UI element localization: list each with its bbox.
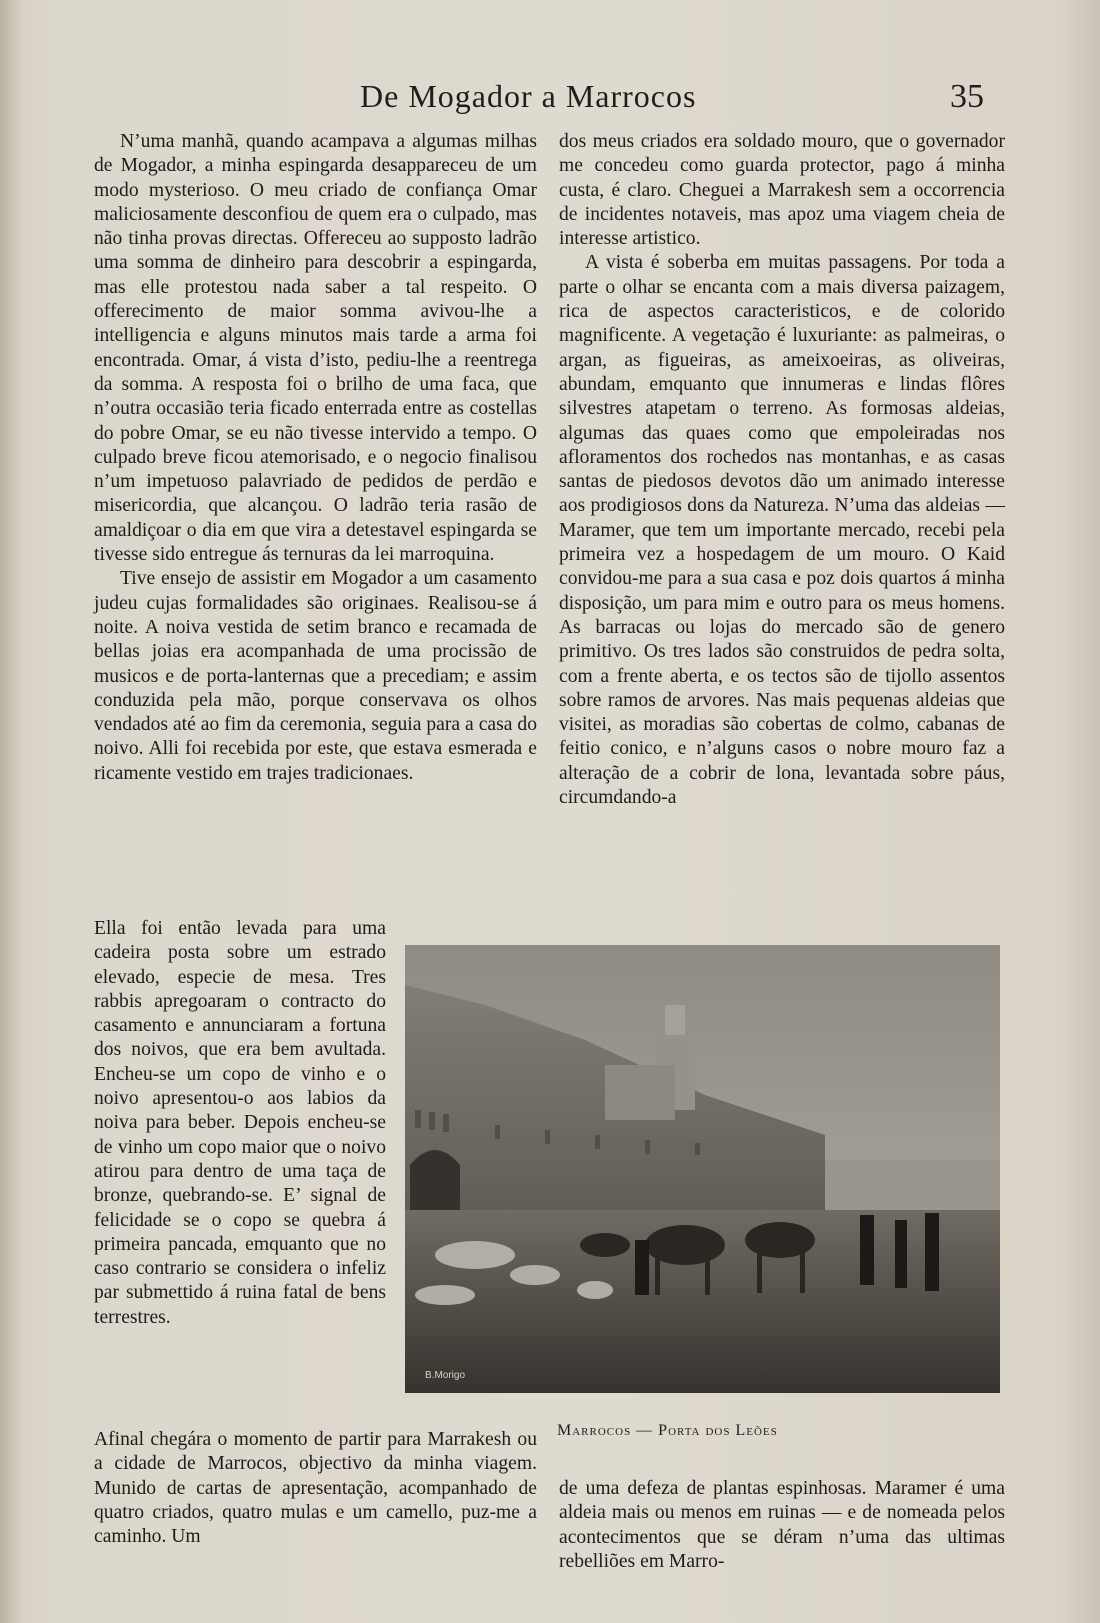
paragraph: A vista é soberba em muitas passagens. Por toda a parte o olhar se encanta com a mais diversa paizagem, rica de aspectos caracteristicos, e de colorido magnificente. A vegetação é luxuriante: as palmeiras, o argan, as figueiras, as ameixoeiras, as oliveiras, abundam, emquanto que innumeras e lindas flôres silvestres atapetam o terreno. As formosas aldeias, algumas das quaes como que empoleiradas nos afloramentos dos rochedos nas montanhas, e as casas santas de piedosos devotos dão um animado interesse aos prodigiosos dons da Natureza. N’uma das aldeias — Maramer, que tem um importante mercado, recebi pela primeira vez a hospedagem de um mouro. O Kaid convidou-me para a sua casa e poz dois quartos á minha disposição, um para mim e outro para os meus homens. As barracas ou lojas do mercado são de genero primitivo. Os tres lados são construidos de pedra solta, com a frente aberta, e os tectos são de tijollo assentos sobre ramos de arvores. Nas mais pequenas aldeias que visitei, as moradias são cobertas de colmo, cabanas de feitio conico, e n’alguns casos o nobre mouro faz a alteração de a cobrir de lona, levantada sobre páus, circumdando-a xyxy=(559,252,1005,809)
paragraph: Ella foi então levada para uma cadeira posta sobre um estrado elevado, especie de mesa. Tres rabbis apregoaram o contracto do casamento e annunciaram a fortuna dos noivos, que era bem avultada. Encheu-se um copo de vinho e o noivo apresentou-o aos labios da noiva para beber. Depois encheu-se de vinho um copo maior que o noivo atirou para dentro de uma taça de bronze, quebrando-se. E’ signal de felicidade se o copo se quebra á primeira pancada, emquanto que no caso contrario se considera o infeliz par submettido á ruina fatal de bens terrestres. xyxy=(94,918,386,1328)
illustration-photo xyxy=(405,945,1000,1393)
page-header xyxy=(0,78,1100,128)
left-column-bottom xyxy=(94,1428,537,1549)
paragraph: N’uma manhã, quando acampava a algumas milhas de Mogador, a minha espingarda desappareceu de um modo mysterioso. O meu criado de confiança Omar maliciosamente desconfiou de quem era o culpado, mas não tinha provas directas. Offereceu ao supposto ladrão uma somma de dinheiro para descobrir a espingarda, mas elle protestou nada saber a tal respeito. O offerecimento de maior somma avivou-lhe a intelligencia e alguns minutos mais tarde a arma foi encontrada. Omar, á vista d’isto, pediu-lhe a reentrega da somma. A resposta foi o brilho de uma faca, que n’outra occasião teria ficado enterrada entre as costellas do pobre Omar, se eu não tivesse intervido a tempo. O culpado breve ficou atemorisado, e o negocio finalisou n’um impetuoso palavriado de pedidos de perdão e misericordia, que alcançou. O ladrão teria rasão de amaldiçoar o dia em que vira a detestavel espingarda se tivesse sido entregue ás ternuras da lei marroquina. xyxy=(94,131,537,566)
paragraph: de uma defeza de plantas espinhosas. Maramer é uma aldeia mais ou menos em ruinas — e de nomeada pelos acontecimentos que se déram n’uma das ultimas rebelliões em Marro- xyxy=(559,1478,1005,1572)
figure-caption: Marrocos — Porta dos Leões xyxy=(557,1422,778,1439)
right-column xyxy=(559,130,1005,810)
paragraph: Tive ensejo de assistir em Mogador a um casamento judeu cujas formalidades são originaes. Realisou-se á noite. A noiva vestida de setim branco e recamada de bellas joias era acompanhada de uma procissão de musicos e de porta-lanternas que a precediam; e assim conduzida pela mão, porque conservava os olhos vendados até ao fim da ceremonia, seguia para a casa do noivo. Alli foi recebida por este, que estava esmerada e ricamente vestido em trajes tradicionaes. xyxy=(94,568,537,784)
photo-gate-of-lions xyxy=(405,945,1000,1393)
paragraph: dos meus criados era soldado mouro, que o governador me concedeu como guarda protector, pago á minha custa, é claro. Cheguei a Marrakesh sem a occorrencia de incidentes notaveis, mas apoz uma viagem cheia de interesse artistico. xyxy=(559,131,1005,250)
left-column-wrap xyxy=(94,917,386,1330)
running-title: De Mogador a Marrocos xyxy=(360,78,697,114)
artist-signature: B.Morigo xyxy=(425,1370,466,1381)
left-column xyxy=(94,130,537,786)
right-column-bottom xyxy=(559,1477,1005,1574)
paragraph: Afinal chegára o momento de partir para Marrakesh ou a cidade de Marrocos, objectivo da minha viagem. Munido de cartas de apresentação, acompanhado de quatro criados, quatro mulas e um camello, puz-me a caminho. Um xyxy=(94,1429,537,1548)
page-number: 35 xyxy=(950,78,984,115)
